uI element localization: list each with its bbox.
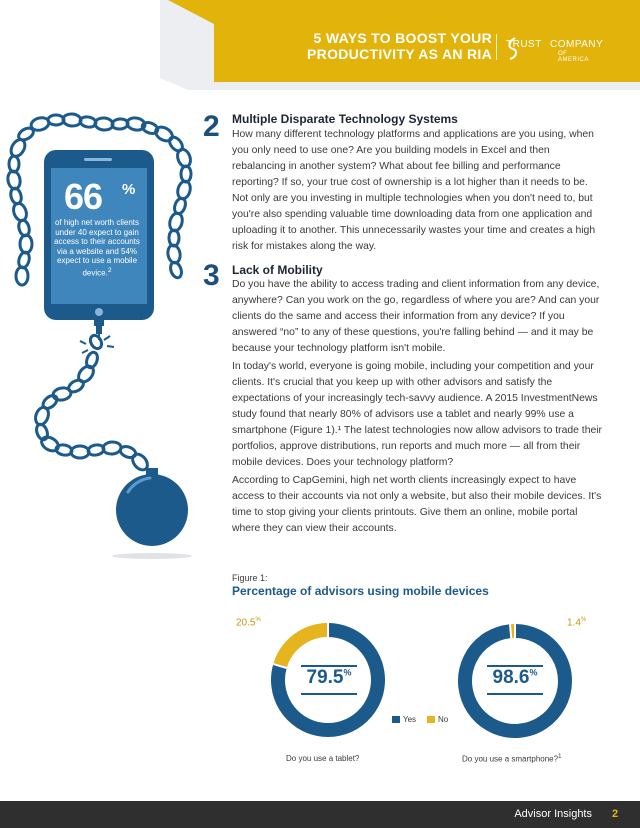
smartphone-yes-unit: % — [529, 667, 538, 678]
section-title: Lack of Mobility — [232, 263, 323, 277]
smartphone-no-number: 1.4 — [567, 617, 581, 629]
section-paragraph: According to CapGemini, high net worth clients increasingly expect to have access to their accounts via not only a website, but also their mobile devices. It's time to stop giving your clients printouts. Give them an online, mobile portal where they can view their accounts. — [232, 475, 602, 534]
phone-chain-illustration — [0, 100, 210, 560]
trust-company-logo — [506, 36, 604, 63]
banner-title-line1: 5 WAYS TO BOOST YOUR — [313, 30, 492, 46]
smartphone-question-text: Do you use a smartphone? — [462, 754, 559, 764]
chain-bottom — [33, 351, 150, 473]
tablet-yes-unit: % — [343, 667, 352, 678]
section-paragraph: In today's world, everyone is going mobile, including your competition and your clients. It's crucial that you keep up with other advisors and satisfy the expectations of your increasingly tech-savvy audience. A 2015 InvestmentNews study found that nearly 80% of advisors use a tablet and nearly 99% use a smartphone (Figure 1).¹ The latest technologies now allow advisors to trade their portfolios, approve distributions, run reports and much more — all from their mobile devices. Does your technology platform? — [232, 361, 603, 468]
smartphone-no-unit: % — [580, 617, 587, 623]
footer-label: Advisor Insights — [514, 808, 592, 820]
page-number: 2 — [612, 808, 619, 820]
section-number: 3 — [203, 259, 220, 292]
donut-slice-separator — [510, 624, 511, 638]
tablet-yes-number: 79.5 — [306, 667, 344, 688]
donut-slice-no — [280, 630, 328, 666]
smartphone-value-rule-bottom — [487, 693, 543, 695]
logo-trust-text: TRUST — [506, 39, 542, 50]
stat-unit: % — [122, 181, 136, 198]
ball-and-chain-weight — [112, 468, 192, 559]
smartphone-yes-value — [486, 667, 544, 689]
legend-yes-label: Yes — [403, 715, 417, 724]
tablet-question: Do you use a tablet? — [286, 754, 360, 763]
legend-yes-swatch — [392, 716, 400, 723]
stat-value: 66 — [64, 176, 103, 217]
smartphone-value-rule-top — [487, 665, 543, 667]
smartphone-no-value — [567, 617, 586, 628]
logo-america-text: OF AMERICA — [558, 51, 589, 63]
smartphone-yes-number: 98.6 — [492, 667, 530, 688]
broken-chain — [80, 333, 114, 353]
section-number: 2 — [203, 110, 220, 143]
legend-no-swatch — [427, 716, 435, 723]
logo-swirl-icon — [506, 36, 520, 60]
smartphone-question — [462, 754, 561, 764]
banner-divider — [496, 34, 497, 60]
tablet-value-rule-top — [301, 665, 357, 667]
section-paragraph: Do you have the ability to access trading and client information from any device, anywhere? Can you work on the go, regardless of where you are? And can your clients do the same and access their information from any device? If you answered “no” to any of these questions, you're falling behind — and it may be because your technology platform isn't mobile. — [232, 279, 600, 354]
section-title: Multiple Disparate Technology Systems — [232, 112, 458, 126]
smartphone-question-footnote: 1 — [558, 754, 562, 760]
logo-company-text: COMPANY — [550, 39, 604, 50]
tablet-no-unit: % — [255, 617, 261, 623]
header-banner — [0, 0, 640, 90]
section-paragraph: How many different technology platforms and applications are you using, when you only need to use one? Are you building models in Excel and then rebalancing in another system? What about fee billing and performance reporting? If so, your true cost of ownership is a lot higher than it needs to be. Not only are you investing in multiple technologies when you don't need to, but you're also spending valuable time downloading data from one application and uploading it to another. This unnecessarily wastes your time and creates a high risk for mistakes along the way. — [232, 129, 596, 252]
figure-label: Figure 1: — [232, 573, 268, 583]
tablet-no-value — [236, 617, 261, 628]
banner-title — [262, 30, 492, 62]
tablet-value-rule-bottom — [301, 693, 357, 695]
stat-footnote: 2 — [107, 266, 112, 274]
figure-title: Percentage of advisors using mobile devices — [232, 584, 489, 598]
tablet-yes-value — [300, 667, 358, 689]
legend-no-label: No — [438, 715, 449, 724]
stat-description — [54, 218, 140, 278]
banner-title-line2: PRODUCTIVITY AS AN RIA — [307, 46, 492, 62]
tablet-no-number: 20.5 — [236, 617, 256, 629]
stat-description-text: of high net worth clients under 40 expect to gain access to their accounts via a website and 54% expect to use a mobile device. — [54, 218, 140, 278]
